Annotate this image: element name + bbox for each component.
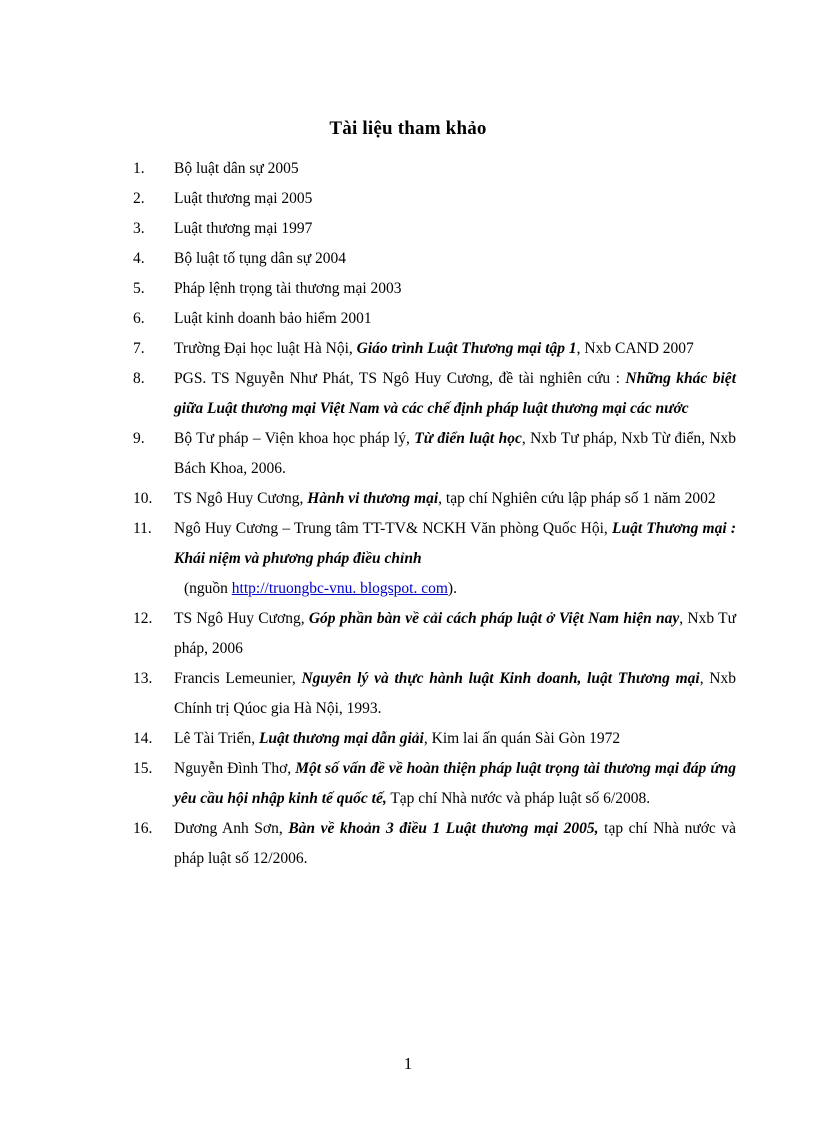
- reference-text: Pháp lệnh trọng tài thương mại 2003: [174, 280, 402, 297]
- reference-item-12: [133, 604, 736, 664]
- reference-number: 15.: [133, 760, 153, 777]
- reference-author: TS Ngô Huy Cương,: [174, 610, 309, 627]
- reference-item-6: [133, 304, 736, 334]
- reference-number: 7.: [133, 340, 145, 357]
- reference-work-title: Luật Thương mại : Khái niệm và phương pháp điều chỉnh: [174, 520, 736, 567]
- reference-text: Bộ luật tố tụng dân sự 2004: [174, 250, 347, 267]
- reference-publication: Tạp chí Nhà nước và pháp luật số 6/2008.: [386, 790, 651, 807]
- reference-item-15: [133, 754, 736, 814]
- reference-item-10: [133, 484, 736, 514]
- reference-source-suffix: ).: [447, 580, 457, 597]
- reference-text: [174, 424, 736, 484]
- reference-item-14: [133, 724, 736, 754]
- reference-publication: , Nxb Tư pháp, Nxb Từ điển, Nxb Bách Khoa, 2006.: [174, 430, 737, 477]
- reference-work-title: Giáo trình Luật Thương mại tập 1: [356, 340, 577, 357]
- reference-item-8: [133, 364, 736, 424]
- reference-work-title: Hành vi thương mại: [307, 490, 439, 507]
- reference-work-title: Nguyên lý và thực hành luật Kinh doanh, luật Thương mại: [301, 670, 700, 687]
- reference-work-title: Từ điển luật học: [414, 430, 522, 447]
- reference-work-title: Luật thương mại dẫn giải: [258, 730, 424, 747]
- reference-text: [174, 484, 736, 514]
- reference-author: Dương Anh Sơn,: [174, 820, 289, 837]
- reference-author: Trường Đại học luật Hà Nội,: [174, 340, 357, 357]
- reference-source-prefix: (nguồn: [184, 580, 232, 597]
- reference-text: [174, 724, 736, 754]
- page-number: 1: [403, 1054, 413, 1073]
- reference-number: 6.: [133, 310, 145, 327]
- reference-text: Luật thương mại 2005: [174, 190, 313, 207]
- reference-text: [174, 604, 736, 664]
- reference-author: PGS. TS Nguyễn Như Phát, TS Ngô Huy Cương, đề tài nghiên cứu :: [174, 370, 626, 387]
- reference-publication: , Nxb CAND 2007: [576, 340, 694, 357]
- reference-work-title: Bàn về khoản 3 điều 1 Luật thương mại 2005,: [288, 820, 599, 837]
- reference-number: 5.: [133, 280, 145, 297]
- reference-item-7: [133, 334, 736, 364]
- reference-author: TS Ngô Huy Cương,: [174, 490, 308, 507]
- reference-work-title: Những khác biệt giữa Luật thương mại Việt Nam và các chế định pháp luật thương mại các nước: [174, 370, 736, 417]
- page-title: Tài liệu tham khảo: [329, 118, 487, 139]
- reference-text: [174, 514, 736, 604]
- source-link[interactable]: http://truongbc-vnu. blogspot. com: [231, 580, 448, 597]
- reference-text: [174, 334, 736, 364]
- reference-number: 1.: [133, 160, 145, 177]
- reference-item-1: [133, 154, 736, 184]
- reference-number: 2.: [133, 190, 145, 207]
- reference-author: Francis Lemeunier,: [174, 670, 302, 687]
- reference-number: 16.: [133, 820, 153, 837]
- reference-text: [174, 814, 736, 874]
- reference-work-title: Góp phần bàn về cải cách pháp luật ở Việt Nam hiện nay: [308, 610, 680, 627]
- reference-publication: , tạp chí Nghiên cứu lập pháp số 1 năm 2002: [438, 490, 716, 507]
- reference-list: [133, 154, 736, 874]
- reference-author: Bộ Tư pháp – Viện khoa học pháp lý,: [174, 430, 415, 447]
- reference-item-13: [133, 664, 736, 724]
- reference-publication: , Nxb Chính trị Qúoc gia Hà Nội, 1993.: [174, 670, 736, 717]
- reference-publication: tạp chí Nhà nước và pháp luật số 12/2006.: [174, 820, 736, 867]
- reference-number: 11.: [133, 520, 152, 537]
- reference-number: 13.: [133, 670, 153, 687]
- reference-author: Lê Tài Triển,: [174, 730, 259, 747]
- reference-text: [174, 364, 736, 424]
- reference-number: 9.: [133, 430, 145, 447]
- reference-number: 3.: [133, 220, 145, 237]
- reference-author: Nguyễn Đình Thơ,: [174, 760, 296, 777]
- reference-text: Bộ luật dân sự 2005: [174, 160, 299, 177]
- reference-text: Luật kinh doanh bảo hiểm 2001: [174, 310, 372, 327]
- reference-item-9: [133, 424, 736, 484]
- reference-item-2: [133, 184, 736, 214]
- reference-number: 4.: [133, 250, 145, 267]
- reference-work-title: Một số vấn đề về hoàn thiện pháp luật trọng tài thương mại đáp ứng yêu cầu hội nhập kinh tế quốc tế,: [174, 760, 736, 807]
- reference-text: Luật thương mại 1997: [174, 220, 313, 237]
- reference-text: [174, 754, 736, 814]
- reference-text: [174, 664, 736, 724]
- reference-item-5: [133, 274, 736, 304]
- reference-item-3: [133, 214, 736, 244]
- reference-item-11: [133, 514, 736, 604]
- reference-author: Ngô Huy Cương – Trung tâm TT-TV& NCKH Văn phòng Quốc Hội,: [174, 520, 612, 537]
- reference-publication: , Kim lai ấn quán Sài Gòn 1972: [423, 730, 621, 747]
- reference-number: 14.: [133, 730, 153, 747]
- reference-publication: , Nxb Tư pháp, 2006: [174, 610, 736, 657]
- reference-number: 8.: [133, 370, 145, 387]
- reference-item-4: [133, 244, 736, 274]
- reference-number: 12.: [133, 610, 153, 627]
- reference-item-16: [133, 814, 736, 874]
- reference-number: 10.: [133, 490, 153, 507]
